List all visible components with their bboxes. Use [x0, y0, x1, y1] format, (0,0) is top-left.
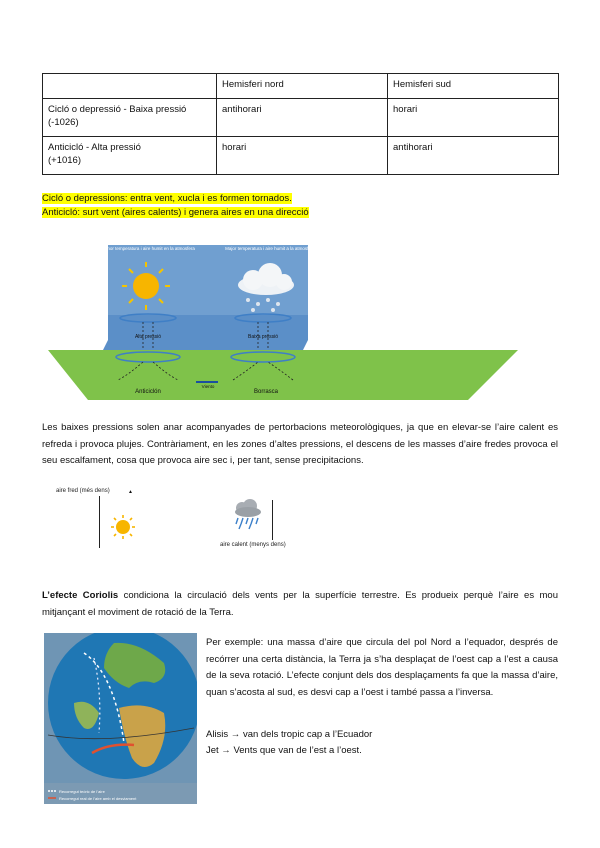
pressure-diagram	[48, 240, 518, 405]
table-row	[43, 99, 559, 137]
sky-left-caption: Menor temperatura i aire humit en la atmosfera	[101, 246, 195, 251]
paragraph-coriolis	[42, 588, 558, 621]
arrow-up-icon: ▲	[128, 489, 133, 495]
winds-list	[206, 727, 372, 759]
coriolis-term: L’efecte Coriolis	[42, 590, 119, 601]
borrasca-label: Borrasca	[253, 389, 279, 395]
density-diagram	[54, 488, 334, 560]
paragraph-pressures: Les baixes pressions solen anar acompanyades de pertorbacions meteorològiques, ja que en elevar-se l’aire calent es refreda i provoca plujes. Contràriament, en les zones d’altes pressions, el descens de les masses d’aire fredes provoca el seu escalfament, cosa que provoca aire sec i, per tant, sense precipitacions.	[42, 422, 558, 466]
divider-line	[272, 500, 273, 540]
jet-line: Jet → Vents que van de l’est a l’oest.	[206, 745, 362, 756]
table-header-empty	[43, 74, 217, 99]
row-label: Cicló o depressió - Baixa pressió	[48, 104, 187, 115]
x-axis-label: aire calent (menys dens)	[220, 542, 286, 548]
alta-pressio-label: Alta pressió	[134, 334, 162, 340]
row-label-value: (-1026)	[48, 117, 79, 128]
ground-plane	[48, 350, 518, 400]
coriolis-text: condiciona la circulació dels vents per la superfície terrestre. Es produeix perquè l’aire es mou mitjançant el moviment de rotació de la Terra.	[42, 590, 558, 618]
rain-cloud-icon	[232, 498, 264, 530]
anticicion-label: Anticiclón	[135, 389, 161, 395]
hemisphere-table	[42, 73, 559, 175]
globe-legend-real: Recorregut real de l’aire amb el desviament	[59, 796, 137, 801]
alisis-line: Alisis → van dels tropic cap a l’Ecuador	[206, 729, 373, 740]
sun-icon	[110, 514, 136, 540]
table-row	[43, 137, 559, 175]
globe-legend-theoretical: Recorregut teòric de l’aire	[59, 789, 105, 794]
paragraph-example: Per exemple: una massa d’aire que circula del pol Nord a l’equador, després de recórrer una certa distància, la Terra ja s’ha desplaçat de l’oest cap a l’est a causa de la seva rotació. L’efecte conjunt dels dos desplaçaments fa que la massa d’aire, quan s’acosta al sud, es desvi cap a l’oest i també passa a l’inversa.	[206, 637, 558, 698]
highlight-anticiclo: Anticicló: surt vent (aires calents) i genera aires en una direcció	[42, 207, 309, 218]
table-cell: antihorari	[388, 137, 559, 175]
sky-right-caption: Major temperatura i aire humit a la atmosfera	[225, 246, 315, 251]
highlight-block	[42, 192, 309, 220]
row-label-value: (+1016)	[48, 155, 82, 166]
y-axis-label: aire fred (més dens)	[56, 488, 110, 494]
table-cell: horari	[388, 99, 559, 137]
globe-illustration	[44, 633, 197, 804]
table-cell: horari	[217, 137, 388, 175]
table-cell: antihorari	[217, 99, 388, 137]
table-header-sud: Hemisferi sud	[388, 74, 559, 99]
table-header-nord: Hemisferi nord	[217, 74, 388, 99]
row-label: Anticicló - Alta pressió	[48, 142, 141, 153]
highlight-ciclo: Cicló o depressions: entra vent, xucla i es formen tornados.	[42, 193, 292, 204]
baixa-pressio-label: Baixa pressió	[247, 334, 279, 340]
viento-label: Viento	[201, 384, 215, 389]
y-axis	[99, 496, 100, 548]
